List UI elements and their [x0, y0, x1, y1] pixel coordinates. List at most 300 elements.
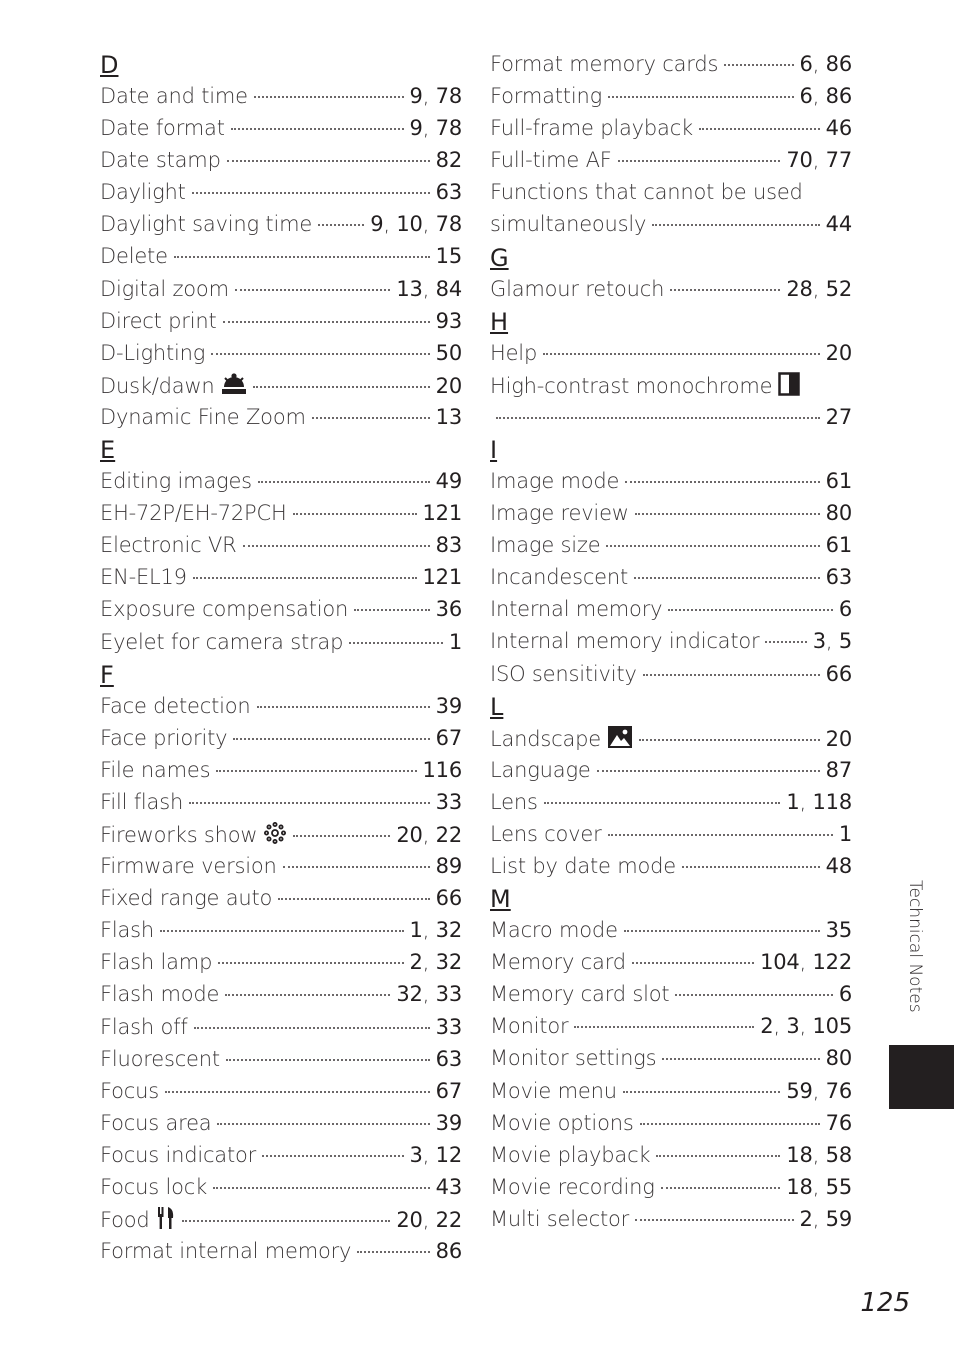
index-entry-flash-lamp: [100, 946, 462, 978]
index-pages: [786, 144, 852, 176]
index-entry-daylight-saving-time: [100, 208, 462, 240]
dot-leader: [699, 128, 820, 130]
index-pages: [800, 1203, 852, 1235]
index-entry-face-detection: [100, 690, 462, 722]
page-reference-link[interactable]: 13: [435, 404, 462, 429]
page-reference-link[interactable]: 78: [435, 116, 462, 141]
index-entry-functions-that-cannot-be-used: [490, 176, 852, 208]
index-pages: [423, 754, 462, 786]
index-pages: [826, 723, 852, 755]
index-entry-eyelet-for-camera-strap: [100, 626, 462, 658]
index-entry-face-priority: [100, 722, 462, 754]
page-reference-link[interactable]: 86: [825, 84, 852, 109]
page-reference-link[interactable]: 105: [812, 1014, 852, 1039]
index-entry-monitor: [490, 1010, 852, 1042]
page-separator: ,: [383, 212, 397, 237]
index-pages: [760, 946, 852, 978]
index-term: Date stamp: [100, 148, 221, 173]
page-reference-link[interactable]: 44: [825, 212, 852, 237]
page-reference-link[interactable]: 116: [422, 757, 462, 782]
index-pages: [436, 1235, 462, 1267]
index-pages: [436, 529, 462, 561]
index-entry-focus-indicator: [100, 1139, 462, 1171]
dot-leader: [193, 577, 417, 579]
index-entry-lens-cover: [490, 818, 852, 850]
index-term: Lens: [490, 789, 538, 814]
page-reference-link[interactable]: 18: [786, 1174, 813, 1199]
index-pages: [370, 208, 462, 240]
dot-leader: [606, 545, 819, 547]
page-reference-link[interactable]: 22: [435, 1208, 462, 1233]
dot-leader: [194, 1027, 430, 1029]
index-term: Internal memory indicator: [490, 629, 760, 654]
dot-leader: [618, 160, 781, 162]
page-reference-link[interactable]: 20: [435, 373, 462, 398]
page-separator: ,: [812, 1142, 826, 1167]
index-entry-date-and-time: [100, 80, 462, 112]
page-reference-link[interactable]: 20: [396, 822, 423, 847]
page-reference-link[interactable]: 70: [786, 148, 813, 173]
dot-leader: [625, 481, 819, 483]
index-pages: [449, 626, 462, 658]
page-reference-link[interactable]: 28: [786, 276, 813, 301]
index-pages: [410, 1139, 462, 1171]
index-term: Image mode: [490, 468, 620, 493]
index-pages: [436, 144, 462, 176]
index-pages: [826, 208, 852, 240]
index-entry-incandescent: [490, 561, 852, 593]
index-pages: [826, 561, 852, 593]
index-entry-landscape: [490, 722, 852, 754]
page-reference-link[interactable]: 20: [825, 726, 852, 751]
dot-leader: [635, 513, 820, 515]
dot-leader: [253, 386, 430, 388]
index-term: ISO sensitivity: [490, 661, 637, 686]
index-entry-fill-flash: [100, 786, 462, 818]
page-reference-link[interactable]: 76: [825, 1078, 852, 1103]
page-reference-link[interactable]: 78: [435, 84, 462, 108]
index-entry-formatting: [490, 80, 852, 112]
index-pages: [436, 1171, 462, 1203]
page-separator: ,: [812, 148, 826, 173]
page-reference-link[interactable]: 10: [396, 212, 423, 237]
index-letter-e: E: [100, 436, 116, 465]
index-term: Format memory cards: [490, 52, 719, 76]
index-pages: [826, 112, 852, 144]
index-letter-f: F: [100, 660, 114, 689]
index-term: Focus lock: [100, 1175, 208, 1199]
page-reference-link[interactable]: 61: [825, 468, 852, 493]
index-entry-date-format: [100, 112, 462, 144]
dot-leader: [217, 1123, 429, 1125]
index-term: Focus: [100, 1078, 159, 1103]
page-reference-link[interactable]: 2: [760, 1014, 774, 1039]
dot-leader: [257, 706, 430, 708]
dot-leader: [635, 1219, 793, 1221]
page-reference-link[interactable]: 9: [409, 116, 423, 141]
index-pages: [436, 401, 462, 433]
dot-leader: [656, 1155, 780, 1157]
page-reference-link[interactable]: 46: [825, 116, 852, 141]
index-entry-flash-off: [100, 1011, 462, 1043]
index-entry-format-memory-cards: [490, 48, 852, 80]
page-reference-link[interactable]: 87: [825, 757, 852, 782]
page-reference-link[interactable]: 5: [838, 629, 852, 654]
dot-leader: [668, 609, 832, 611]
index-term: Food: [100, 1208, 150, 1233]
dot-leader: [216, 770, 416, 772]
dot-leader: [262, 1155, 403, 1157]
page-reference-link[interactable]: 2: [799, 1206, 813, 1231]
index-entry-memory-card-slot: [490, 978, 852, 1010]
page-reference-link[interactable]: 48: [825, 853, 852, 878]
index-entry-format-internal-memory: [100, 1235, 462, 1267]
page-separator: ,: [825, 629, 839, 654]
index-term: Direct print: [100, 308, 217, 333]
index-pages: [786, 1171, 852, 1203]
side-tab-marker: [889, 1045, 954, 1109]
page-reference-link[interactable]: 50: [435, 340, 462, 365]
page-reference-link[interactable]: 3: [409, 1142, 423, 1167]
index-term: Delete: [100, 244, 168, 269]
index-pages: [423, 561, 462, 593]
index-term: Daylight saving time: [100, 212, 313, 237]
index-entry-movie-menu: [490, 1075, 852, 1107]
index-pages: [410, 946, 462, 978]
page-reference-link[interactable]: 1: [448, 629, 462, 654]
dot-leader: [624, 930, 820, 932]
index-entry-continued: [490, 401, 852, 433]
page-reference-link[interactable]: 118: [812, 789, 852, 814]
page-reference-link[interactable]: 36: [435, 597, 462, 622]
dot-leader: [174, 256, 430, 258]
index-entry-flash: [100, 914, 462, 946]
page-separator: ,: [422, 84, 436, 108]
index-term: Face priority: [100, 725, 228, 750]
index-entry-simultaneously: [490, 208, 852, 240]
index-term: EH-72P/EH-72PCH: [100, 501, 287, 526]
dot-leader: [597, 770, 820, 772]
index-entry-daylight: [100, 176, 462, 208]
dot-leader: [608, 834, 833, 836]
dot-leader: [724, 64, 793, 66]
index-pages: [436, 240, 462, 272]
index-term: Eyelet for camera strap: [100, 629, 344, 654]
dot-leader: [254, 96, 404, 98]
page-reference-link[interactable]: 15: [435, 244, 462, 269]
page-reference-link[interactable]: 55: [825, 1174, 852, 1199]
index-term: Dusk/dawn: [100, 373, 215, 398]
dot-leader: [496, 417, 820, 419]
index-pages: [839, 593, 852, 625]
page-separator: ,: [422, 982, 436, 1007]
index-pages: [436, 1107, 462, 1139]
index-entry-help: [490, 337, 852, 369]
index-pages: [786, 1075, 852, 1107]
index-pages: [786, 273, 852, 305]
dot-leader: [662, 1058, 819, 1060]
page-reference-link[interactable]: 33: [435, 789, 462, 814]
index-entry-movie-options: [490, 1107, 852, 1139]
page-reference-link[interactable]: 122: [812, 950, 852, 975]
page-reference-link[interactable]: 22: [435, 822, 462, 847]
page-reference-link[interactable]: 32: [435, 918, 462, 943]
page-reference-link[interactable]: 86: [435, 1239, 462, 1264]
page-reference-link[interactable]: 20: [396, 1208, 423, 1233]
index-term: Functions that cannot be used: [490, 180, 803, 205]
page-reference-link[interactable]: 1: [838, 821, 852, 846]
page-reference-link[interactable]: 59: [825, 1206, 852, 1231]
page-separator: ,: [799, 789, 813, 814]
dot-leader: [543, 353, 820, 355]
page-reference-link[interactable]: 86: [825, 52, 852, 76]
dot-leader: [213, 1187, 430, 1189]
page-reference-link[interactable]: 52: [825, 276, 852, 301]
index-term: Focus indicator: [100, 1142, 257, 1167]
index-term: Macro mode: [490, 918, 618, 943]
index-term: Multi selector: [490, 1206, 630, 1231]
index-pages: [786, 1139, 852, 1171]
index-pages: [396, 1204, 462, 1236]
dot-leader: [639, 739, 820, 741]
page-reference-link[interactable]: 67: [435, 1078, 462, 1103]
dot-leader: [223, 321, 430, 323]
page-separator: ,: [422, 1142, 436, 1167]
index-entry-glamour-retouch: [490, 273, 852, 305]
page-number: 125: [860, 1288, 910, 1318]
index-term: Movie options: [490, 1110, 634, 1135]
page-reference-link[interactable]: 33: [435, 1014, 462, 1039]
index-term: Fluorescent: [100, 1046, 220, 1071]
page-reference-link[interactable]: 104: [760, 950, 800, 975]
dot-leader: [544, 802, 781, 804]
index-entry-movie-playback: [490, 1139, 852, 1171]
page-reference-link[interactable]: 82: [435, 148, 462, 173]
index-term: Fireworks show: [100, 822, 258, 847]
index-entry-date-stamp: [100, 144, 462, 176]
page-reference-link[interactable]: 32: [396, 982, 423, 1007]
page-reference-link[interactable]: 6: [838, 597, 852, 622]
page-reference-link[interactable]: 39: [435, 1110, 462, 1135]
index-pages: [436, 1075, 462, 1107]
index-entry-en-el19: [100, 561, 462, 593]
index-pages: [410, 80, 462, 112]
page-reference-link[interactable]: 13: [396, 276, 423, 301]
page-reference-link[interactable]: 80: [825, 1046, 852, 1071]
index-pages: [813, 625, 852, 657]
page-reference-link[interactable]: 83: [435, 533, 462, 558]
index-term: Movie recording: [490, 1174, 655, 1199]
page-reference-link[interactable]: 9: [409, 84, 423, 108]
dot-leader: [192, 192, 430, 194]
index-entry-fireworks-show: [100, 818, 462, 850]
page-reference-link[interactable]: 63: [435, 180, 462, 205]
page-reference-link[interactable]: 6: [799, 84, 813, 109]
index-entry-d-lighting: [100, 337, 462, 369]
page-reference-link[interactable]: 3: [812, 629, 826, 654]
index-term: Memory card slot: [490, 982, 670, 1007]
index-pages: [436, 786, 462, 818]
dot-leader: [640, 1123, 820, 1125]
dot-leader: [765, 641, 806, 643]
page-reference-link[interactable]: 20: [825, 340, 852, 365]
index-term: Digital zoom: [100, 276, 229, 301]
page-separator: ,: [812, 84, 826, 109]
index-column-right: [490, 48, 852, 1235]
index-term: Landscape: [490, 726, 602, 751]
page-reference-link[interactable]: 1: [786, 789, 800, 814]
index-pages: [826, 1042, 852, 1074]
index-term: Language: [490, 757, 591, 782]
index-entry-internal-memory: [490, 593, 852, 625]
page-separator: ,: [422, 276, 436, 301]
index-entry-multi-selector: [490, 1203, 852, 1235]
index-pages: [436, 337, 462, 369]
page-reference-link[interactable]: 76: [825, 1110, 852, 1135]
page-separator: ,: [812, 1206, 826, 1231]
index-pages: [436, 465, 462, 497]
index-term: Image size: [490, 533, 601, 558]
index-term: High-contrast monochrome: [490, 373, 773, 398]
index-term: Full-frame playback: [490, 116, 694, 141]
page-reference-link[interactable]: 80: [825, 501, 852, 526]
index-term: Date and time: [100, 84, 248, 108]
dot-leader: [189, 802, 430, 804]
page-reference-link[interactable]: 6: [838, 982, 852, 1007]
index-pages: [436, 593, 462, 625]
dot-leader: [670, 289, 780, 291]
index-pages: [436, 305, 462, 337]
index-letter-i: I: [490, 435, 498, 464]
high-contrast-monochrome-icon: [778, 372, 800, 405]
index-term: Format internal memory: [100, 1239, 352, 1264]
index-entry-language: [490, 754, 852, 786]
page-reference-link[interactable]: 63: [825, 565, 852, 590]
side-tab-label: Technical Notes: [905, 880, 925, 1013]
page-reference-link[interactable]: 121: [422, 565, 462, 590]
page-reference-link[interactable]: 43: [435, 1175, 462, 1199]
index-entry-focus: [100, 1075, 462, 1107]
dot-leader: [349, 642, 443, 644]
index-pages: [436, 850, 462, 882]
dot-leader: [661, 1187, 781, 1189]
page-reference-link[interactable]: 9: [370, 212, 384, 237]
page-separator: ,: [812, 1078, 826, 1103]
index-term: Full-time AF: [490, 148, 612, 173]
page-reference-link[interactable]: 49: [435, 469, 462, 494]
index-pages: [800, 48, 852, 80]
page-reference-link[interactable]: 89: [435, 854, 462, 879]
index-entry-focus-lock: [100, 1171, 462, 1203]
index-term: Daylight: [100, 180, 186, 205]
dot-leader: [258, 481, 430, 483]
page-reference-link[interactable]: 66: [825, 661, 852, 686]
index-term: Date format: [100, 116, 225, 141]
index-pages: [436, 370, 462, 402]
index-entry-delete: [100, 240, 462, 272]
page-separator: ,: [773, 1014, 787, 1039]
page-separator: ,: [422, 822, 436, 847]
dot-leader: [227, 160, 430, 162]
index-pages: [423, 497, 462, 529]
index-pages: [436, 882, 462, 914]
index-pages: [826, 658, 852, 690]
page-reference-link[interactable]: 27: [825, 404, 852, 429]
page-reference-link[interactable]: 6: [799, 52, 813, 76]
index-term: Dynamic Fine Zoom: [100, 404, 306, 429]
page-reference-link[interactable]: 58: [825, 1142, 852, 1167]
index-entry-list-by-date-mode: [490, 850, 852, 882]
page-reference-link[interactable]: 18: [786, 1142, 813, 1167]
page-reference-link[interactable]: 61: [825, 533, 852, 558]
index-term: Monitor settings: [490, 1046, 657, 1071]
page-reference-link[interactable]: 84: [435, 276, 462, 301]
index-term: Face detection: [100, 693, 251, 718]
index-entry-high-contrast-monochrome: [490, 369, 852, 401]
page-reference-link[interactable]: 59: [786, 1078, 813, 1103]
index-pages: [839, 818, 852, 850]
index-term: D-Lighting: [100, 340, 206, 365]
index-term: Image review: [490, 501, 629, 526]
dot-leader: [160, 930, 404, 932]
index-term: Formatting: [490, 84, 602, 109]
page-reference-link[interactable]: 63: [435, 1046, 462, 1071]
dot-leader: [623, 1091, 781, 1093]
page-reference-link[interactable]: 2: [409, 950, 423, 975]
page-reference-link[interactable]: 93: [435, 308, 462, 333]
index-term: Firmware version: [100, 854, 277, 879]
index-term: Memory card: [490, 950, 626, 975]
index-entry-full-frame-playback: [490, 112, 852, 144]
index-entry-iso-sensitivity: [490, 658, 852, 690]
index-term: Flash mode: [100, 982, 220, 1007]
page-reference-link[interactable]: 77: [825, 148, 852, 173]
dot-leader: [235, 289, 391, 291]
index-entry-flash-mode: [100, 978, 462, 1010]
page-reference-link[interactable]: 35: [825, 918, 852, 943]
index-entry-food: [100, 1203, 462, 1235]
page-reference-link[interactable]: 39: [435, 693, 462, 718]
index-pages: [396, 978, 462, 1010]
page-reference-link[interactable]: 67: [435, 725, 462, 750]
page-reference-link[interactable]: 1: [409, 918, 423, 943]
page-reference-link[interactable]: 66: [435, 886, 462, 911]
index-entry-fixed-range-auto: [100, 882, 462, 914]
page-reference-link[interactable]: 78: [435, 212, 462, 237]
dot-leader: [675, 994, 832, 996]
index-pages: [436, 722, 462, 754]
dot-leader: [211, 353, 429, 355]
food-icon: [156, 1206, 176, 1239]
index-entry-image-mode: [490, 465, 852, 497]
index-term: Exposure compensation: [100, 597, 349, 622]
page-reference-link[interactable]: 12: [435, 1142, 462, 1167]
page-reference-link[interactable]: 3: [786, 1014, 800, 1039]
index-entry-full-time-af: [490, 144, 852, 176]
page-reference-link[interactable]: 121: [422, 501, 462, 526]
index-term: Incandescent: [490, 565, 629, 590]
index-entry-lens: [490, 786, 852, 818]
dot-leader: [233, 738, 429, 740]
page-separator: ,: [422, 116, 436, 141]
page-separator: ,: [422, 212, 436, 237]
index-entry-focus-area: [100, 1107, 462, 1139]
page-reference-link[interactable]: 33: [435, 982, 462, 1007]
page-reference-link[interactable]: 32: [435, 950, 462, 975]
index-term: Fill flash: [100, 789, 184, 814]
dot-leader: [634, 577, 820, 579]
page-separator: ,: [422, 1208, 436, 1233]
